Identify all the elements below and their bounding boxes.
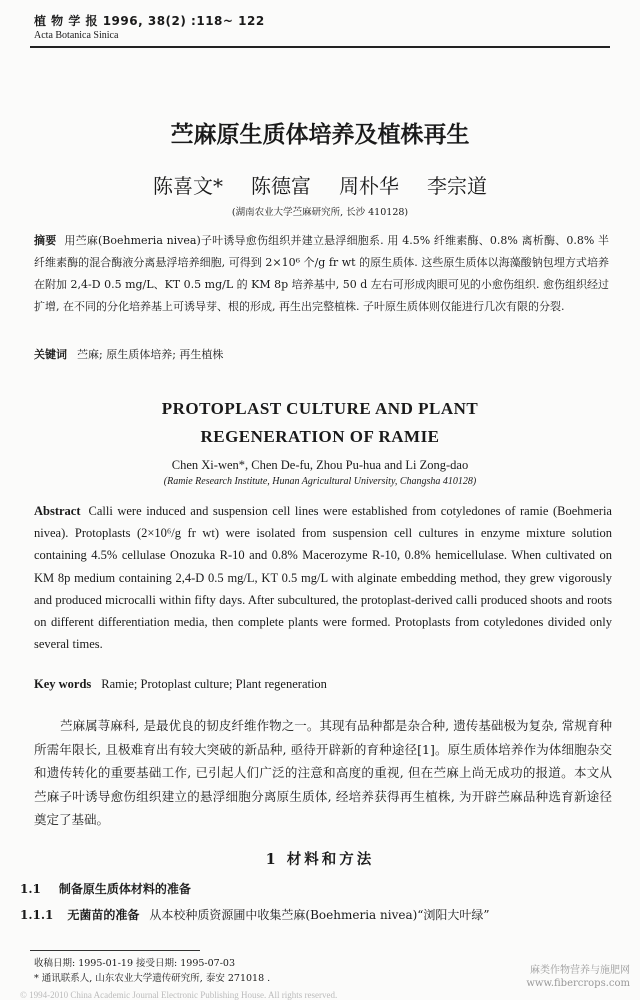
abstract-en-text: Calli were induced and suspension cell lines were established from cotyledones of ramie (Boehmeria nivea). Protoplasts (2×10⁶/g fr wt) were isolated from suspension cell cultures in enzyme mixture solution containing 4.5% cellulase Onozuka R-10 and 0.8% Macerozyme R-10, 0.8% hemicellulase. When cultivated on KM 8p medium containing 2,4-D 0.5 mg/L, KT 0.5 mg/L with alginate embedding method, they grew vigorously and produced microcalli within fifty days. After subcultured, the protoplast-derived calli produced shoots and roots on different differentiation media, then complete plants were formed. Protoplasts from cotyledones divided only several times. bbox=[34, 504, 612, 652]
keywords-cn-text: 苎麻; 原生质体培养; 再生植株 bbox=[77, 348, 224, 361]
abstract-en-label: Abstract bbox=[34, 504, 81, 518]
authors-cn bbox=[0, 170, 640, 199]
copyright-footer: © 1994-2010 China Academic Journal Electronic Publishing House. All rights reserved. bbox=[20, 990, 338, 1000]
title-en-line-2: REGENERATION OF RAMIE bbox=[200, 427, 440, 446]
journal-name-en: Acta Botanica Sinica bbox=[34, 30, 119, 41]
abstract-cn-text: 用苎麻(Boehmeria nivea)子叶诱导愈伤组织并建立悬浮细胞系. 用 4.5% 纤维素酶、0.8% 离析酶、0.8% 半纤维素酶的混合酶液分离悬浮培养细胞, 可得到 2×10⁶ 个/g fr wt 的原生质体. 这些原生质体以海藻酸钠包埋方式培养在附加 2,4-D 0.5 mg/L、KT 0.5 mg/L 的 KM 8p 培养基中, 50 d 左右可形成肉眼可见的小愈伤组织. 愈伤组织经过扩增, 在不同的分化培养基上可诱导芽、根的形成, 再生出完整植株. 子叶原生质体则仅能进行几次有限的分裂. bbox=[34, 234, 609, 313]
journal-header: 植 物 学 报 1996, 38(2) :118~ 122 bbox=[34, 14, 265, 28]
affiliation-en: (Ramie Research Institute, Hunan Agricultural University, Changsha 410128) bbox=[163, 476, 477, 487]
abstract-cn bbox=[34, 230, 609, 318]
author-4: 李宗道 bbox=[427, 174, 487, 198]
keywords-cn bbox=[34, 346, 223, 362]
author-3: 周朴华 bbox=[339, 174, 399, 198]
subsubsection-text: 从本校种质资源圃中收集苎麻(Boehmeria nivea)“浏阳大叶绿” bbox=[149, 908, 490, 922]
watermark bbox=[526, 964, 630, 990]
author-2: 陈德富 bbox=[251, 174, 311, 198]
subsection-1-1-1 bbox=[20, 906, 630, 923]
keywords-en bbox=[34, 677, 327, 692]
watermark-cn: 麻类作物营养与施肥网 bbox=[530, 965, 630, 976]
keywords-en-text: Ramie; Protoplast culture; Plant regeneration bbox=[101, 677, 327, 691]
paper-title-cn: 苎麻原生质体培养及植株再生 bbox=[170, 121, 470, 148]
author-1: 陈喜文* bbox=[153, 174, 223, 198]
title-en-line-1: PROTOPLAST CULTURE AND PLANT bbox=[161, 399, 479, 418]
section-heading: 1 材料和方法 bbox=[265, 851, 375, 868]
footnote-rule bbox=[30, 950, 200, 951]
affiliation-cn: (湖南农业大学苎麻研究所, 长沙 410128) bbox=[231, 207, 409, 218]
keywords-en-label: Key words bbox=[34, 677, 92, 691]
abstract-cn-label: 摘要 bbox=[34, 234, 57, 247]
authors-en: Chen Xi-wen*, Chen De-fu, Zhou Pu-hua and Li Zong-dao bbox=[171, 458, 469, 472]
subsection-title: 制备原生质体材料的准备 bbox=[58, 882, 191, 896]
subsubsection-number: 1.1.1 bbox=[20, 908, 54, 922]
header-rule bbox=[30, 46, 610, 48]
abstract-en bbox=[34, 500, 612, 655]
keywords-cn-label: 关键词 bbox=[34, 348, 67, 361]
paper-title-en bbox=[0, 395, 640, 451]
intro-paragraph: 苎麻属荨麻科, 是最优良的韧皮纤维作物之一。其现有品种都是杂合种, 遗传基础极为复杂, 常规育种所需年限长, 且极难育出有较大突破的新品种, 亟待开辟新的育种途径[1]。原生质体培养作为体细胞杂交和遗传转化的重要基础工作, 已引起人们广泛的注意和高度的重视, 但在苎麻上尚无成功的报道。本文从苎麻子叶诱导愈伤组织建立的悬浮细胞分离原生质体, 经培养获得再生植株, 为开辟苎麻品种选育新途径奠定了基础。 bbox=[34, 718, 612, 828]
subsection-1-1 bbox=[20, 880, 191, 897]
watermark-url: www.fibercrops.com bbox=[526, 978, 630, 989]
subsection-number: 1.1 bbox=[20, 882, 41, 896]
footnote-dates: 收稿日期: 1995-01-19 接受日期: 1995-07-03 bbox=[34, 958, 236, 969]
footnote-contact: * 通讯联系人, 山东农业大学遗传研究所, 泰安 271018 . bbox=[34, 973, 271, 984]
subsubsection-title: 无菌苗的准备 bbox=[67, 908, 140, 922]
